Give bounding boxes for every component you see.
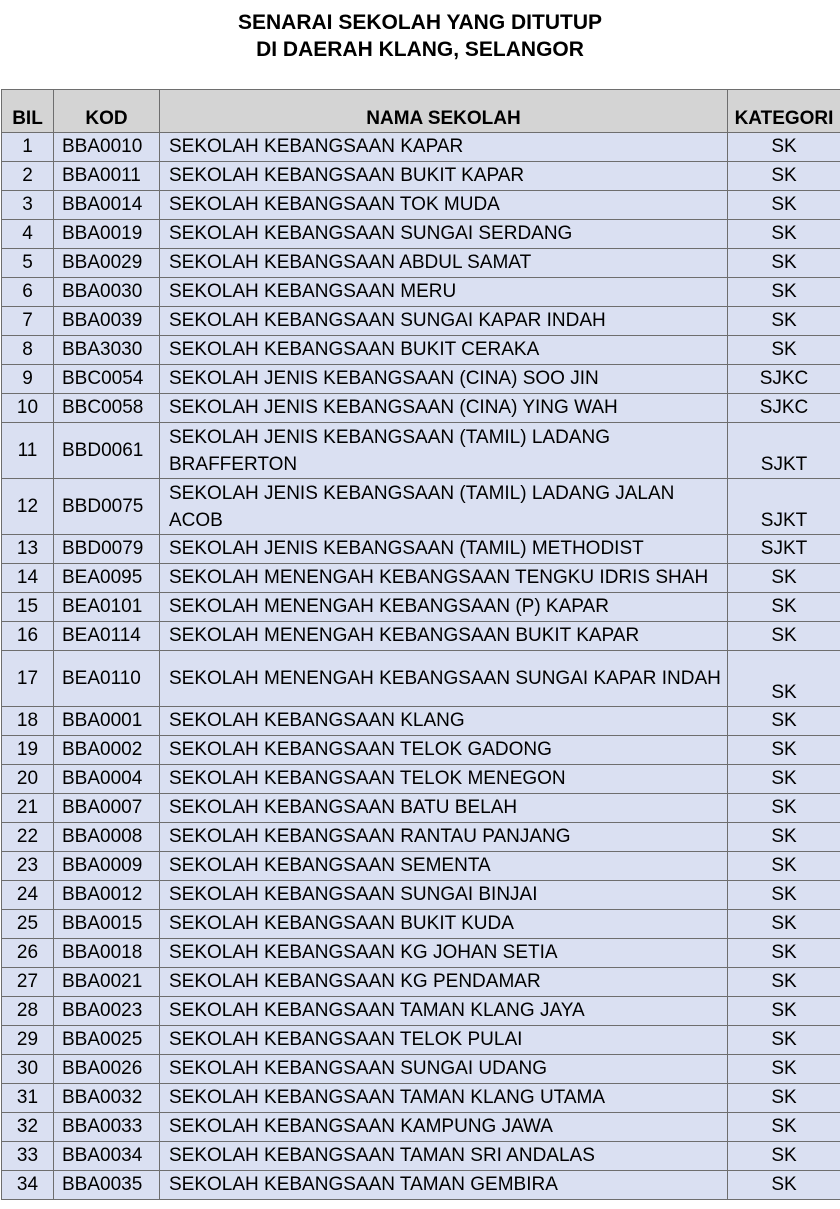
- cell-bil: 27: [2, 968, 54, 997]
- table-row: [2, 535, 840, 564]
- table-row: [2, 968, 840, 997]
- cell-kod: BBA0002: [54, 736, 160, 765]
- cell-kategori: SJKC: [728, 394, 840, 423]
- header-bil: BIL: [2, 90, 54, 133]
- cell-kategori: SK: [728, 997, 840, 1026]
- cell-nama-sekolah: SEKOLAH JENIS KEBANGSAAN (CINA) SOO JIN: [160, 365, 728, 394]
- table-row: [2, 162, 840, 191]
- table-row: [2, 1026, 840, 1055]
- cell-bil: 17: [2, 651, 54, 707]
- table-row: [2, 881, 840, 910]
- cell-kategori: SK: [728, 765, 840, 794]
- cell-nama-sekolah: SEKOLAH KEBANGSAAN TELOK GADONG: [160, 736, 728, 765]
- cell-kod: BBD0079: [54, 535, 160, 564]
- cell-bil: 31: [2, 1084, 54, 1113]
- cell-kod: BEA0101: [54, 593, 160, 622]
- title-line-1: SENARAI SEKOLAH YANG DITUTUP: [237, 11, 603, 34]
- title-line-2: DI DAERAH KLANG, SELANGOR: [256, 38, 584, 61]
- cell-kategori: SK: [728, 191, 840, 220]
- cell-bil: 23: [2, 852, 54, 881]
- page-title: [0, 0, 840, 80]
- cell-kategori: SK: [728, 593, 840, 622]
- table-row: [2, 191, 840, 220]
- cell-kod: BBD0061: [54, 423, 160, 479]
- cell-bil: 25: [2, 910, 54, 939]
- cell-kod: BEA0095: [54, 564, 160, 593]
- cell-kod: BBA0019: [54, 220, 160, 249]
- cell-bil: 13: [2, 535, 54, 564]
- table-row: [2, 593, 840, 622]
- cell-nama-sekolah: SEKOLAH MENENGAH KEBANGSAAN SUNGAI KAPAR INDAH: [160, 651, 728, 707]
- cell-nama-sekolah: SEKOLAH KEBANGSAAN TAMAN GEMBIRA: [160, 1171, 728, 1200]
- school-table: [1, 89, 840, 1200]
- table-row: [2, 1084, 840, 1113]
- cell-kategori: SJKT: [728, 423, 840, 479]
- cell-kod: BBA0012: [54, 881, 160, 910]
- cell-kategori: SK: [728, 707, 840, 736]
- cell-nama-sekolah: SEKOLAH KEBANGSAAN TAMAN SRI ANDALAS: [160, 1142, 728, 1171]
- cell-nama-sekolah: SEKOLAH KEBANGSAAN MERU: [160, 278, 728, 307]
- table-row: [2, 794, 840, 823]
- cell-bil: 1: [2, 133, 54, 162]
- table-row: [2, 939, 840, 968]
- cell-kategori: SK: [728, 1142, 840, 1171]
- cell-nama-sekolah: SEKOLAH KEBANGSAAN TAMAN KLANG JAYA: [160, 997, 728, 1026]
- header-nama-sekolah: NAMA SEKOLAH: [160, 90, 728, 133]
- cell-kod: BBA0033: [54, 1113, 160, 1142]
- cell-kategori: SK: [728, 852, 840, 881]
- cell-kod: BBC0054: [54, 365, 160, 394]
- cell-bil: 7: [2, 307, 54, 336]
- table-row: [2, 910, 840, 939]
- cell-kod: BBA0029: [54, 249, 160, 278]
- cell-kod: BBA0032: [54, 1084, 160, 1113]
- cell-kategori: SK: [728, 249, 840, 278]
- cell-bil: 15: [2, 593, 54, 622]
- cell-kod: BBA0018: [54, 939, 160, 968]
- table-row: [2, 278, 840, 307]
- cell-bil: 33: [2, 1142, 54, 1171]
- cell-kategori: SK: [728, 336, 840, 365]
- table-row: [2, 479, 840, 535]
- cell-nama-sekolah: SEKOLAH KEBANGSAAN BUKIT KUDA: [160, 910, 728, 939]
- cell-kod: BBA0035: [54, 1171, 160, 1200]
- cell-kod: BBA0026: [54, 1055, 160, 1084]
- cell-nama-sekolah: SEKOLAH KEBANGSAAN RANTAU PANJANG: [160, 823, 728, 852]
- cell-nama-sekolah: SEKOLAH KEBANGSAAN TAMAN KLANG UTAMA: [160, 1084, 728, 1113]
- cell-nama-sekolah: SEKOLAH KEBANGSAAN SUNGAI SERDANG: [160, 220, 728, 249]
- table-row: [2, 564, 840, 593]
- table-row: [2, 394, 840, 423]
- cell-kod: BBA0023: [54, 997, 160, 1026]
- cell-kod: BBA3030: [54, 336, 160, 365]
- cell-bil: 11: [2, 423, 54, 479]
- cell-kod: BEA0114: [54, 622, 160, 651]
- table-row: [2, 1055, 840, 1084]
- cell-bil: 3: [2, 191, 54, 220]
- cell-nama-sekolah: SEKOLAH MENENGAH KEBANGSAAN BUKIT KAPAR: [160, 622, 728, 651]
- table-row: [2, 423, 840, 479]
- cell-nama-sekolah: SEKOLAH KEBANGSAAN TELOK PULAI: [160, 1026, 728, 1055]
- header-kod: KOD: [54, 90, 160, 133]
- table-row: [2, 622, 840, 651]
- cell-nama-sekolah: SEKOLAH KEBANGSAAN TOK MUDA: [160, 191, 728, 220]
- cell-kategori: SK: [728, 823, 840, 852]
- cell-bil: 12: [2, 479, 54, 535]
- cell-kod: BBA0030: [54, 278, 160, 307]
- cell-kod: BBA0008: [54, 823, 160, 852]
- cell-bil: 16: [2, 622, 54, 651]
- table-row: [2, 1113, 840, 1142]
- cell-kategori: SJKC: [728, 365, 840, 394]
- cell-nama-sekolah: SEKOLAH KEBANGSAAN BUKIT CERAKA: [160, 336, 728, 365]
- cell-kategori: SK: [728, 736, 840, 765]
- cell-nama-sekolah: SEKOLAH JENIS KEBANGSAAN (CINA) YING WAH: [160, 394, 728, 423]
- cell-nama-sekolah: SEKOLAH KEBANGSAAN SUNGAI KAPAR INDAH: [160, 307, 728, 336]
- cell-bil: 18: [2, 707, 54, 736]
- table-row: [2, 765, 840, 794]
- table-row: [2, 707, 840, 736]
- cell-bil: 26: [2, 939, 54, 968]
- cell-kod: BBA0025: [54, 1026, 160, 1055]
- table-row: [2, 336, 840, 365]
- table-row: [2, 823, 840, 852]
- cell-kategori: SK: [728, 307, 840, 336]
- cell-nama-sekolah: SEKOLAH KEBANGSAAN KAPAR: [160, 133, 728, 162]
- cell-bil: 8: [2, 336, 54, 365]
- cell-bil: 5: [2, 249, 54, 278]
- cell-kategori: SK: [728, 968, 840, 997]
- cell-kod: BBA0011: [54, 162, 160, 191]
- cell-bil: 32: [2, 1113, 54, 1142]
- cell-nama-sekolah: SEKOLAH KEBANGSAAN ABDUL SAMAT: [160, 249, 728, 278]
- cell-kod: BBA0007: [54, 794, 160, 823]
- table-row: [2, 651, 840, 707]
- cell-nama-sekolah: SEKOLAH KEBANGSAAN BUKIT KAPAR: [160, 162, 728, 191]
- table-row: [2, 736, 840, 765]
- cell-kategori: SK: [728, 622, 840, 651]
- cell-bil: 24: [2, 881, 54, 910]
- cell-kategori: SJKT: [728, 479, 840, 535]
- cell-bil: 19: [2, 736, 54, 765]
- cell-kategori: SJKT: [728, 535, 840, 564]
- cell-kategori: SK: [728, 162, 840, 191]
- cell-kategori: SK: [728, 1055, 840, 1084]
- cell-kod: BBA0001: [54, 707, 160, 736]
- cell-kategori: SK: [728, 910, 840, 939]
- table-row: [2, 220, 840, 249]
- cell-kategori: SK: [728, 1084, 840, 1113]
- table-row: [2, 1142, 840, 1171]
- cell-nama-sekolah: SEKOLAH KEBANGSAAN TELOK MENEGON: [160, 765, 728, 794]
- table-row: [2, 365, 840, 394]
- cell-kod: BBA0010: [54, 133, 160, 162]
- table-row: [2, 249, 840, 278]
- cell-kategori: SK: [728, 278, 840, 307]
- cell-kod: BBD0075: [54, 479, 160, 535]
- cell-bil: 10: [2, 394, 54, 423]
- cell-kategori: SK: [728, 564, 840, 593]
- cell-nama-sekolah: SEKOLAH KEBANGSAAN KG PENDAMAR: [160, 968, 728, 997]
- cell-bil: 28: [2, 997, 54, 1026]
- table-row: [2, 307, 840, 336]
- table-row: [2, 133, 840, 162]
- cell-kod: BBA0015: [54, 910, 160, 939]
- cell-nama-sekolah: SEKOLAH JENIS KEBANGSAAN (TAMIL) LADANG JALAN ACOB: [160, 479, 728, 535]
- cell-kategori: SK: [728, 220, 840, 249]
- cell-bil: 30: [2, 1055, 54, 1084]
- cell-nama-sekolah: SEKOLAH KEBANGSAAN KLANG: [160, 707, 728, 736]
- cell-kategori: SK: [728, 794, 840, 823]
- cell-bil: 20: [2, 765, 54, 794]
- cell-kategori: SK: [728, 1113, 840, 1142]
- cell-nama-sekolah: SEKOLAH MENENGAH KEBANGSAAN (P) KAPAR: [160, 593, 728, 622]
- cell-kod: BBA0034: [54, 1142, 160, 1171]
- cell-kategori: SK: [728, 651, 840, 707]
- cell-nama-sekolah: SEKOLAH KEBANGSAAN KAMPUNG JAWA: [160, 1113, 728, 1142]
- table-row: [2, 852, 840, 881]
- cell-kategori: SK: [728, 939, 840, 968]
- cell-nama-sekolah: SEKOLAH KEBANGSAAN SUNGAI BINJAI: [160, 881, 728, 910]
- cell-kod: BBA0021: [54, 968, 160, 997]
- cell-bil: 14: [2, 564, 54, 593]
- table-row: [2, 1171, 840, 1200]
- cell-bil: 6: [2, 278, 54, 307]
- cell-kod: BBA0009: [54, 852, 160, 881]
- cell-nama-sekolah: SEKOLAH JENIS KEBANGSAAN (TAMIL) LADANG BRAFFERTON: [160, 423, 728, 479]
- cell-kategori: SK: [728, 133, 840, 162]
- cell-bil: 21: [2, 794, 54, 823]
- cell-kategori: SK: [728, 881, 840, 910]
- cell-kod: BEA0110: [54, 651, 160, 707]
- cell-nama-sekolah: SEKOLAH JENIS KEBANGSAAN (TAMIL) METHODIST: [160, 535, 728, 564]
- header-kategori: KATEGORI: [728, 90, 840, 133]
- cell-kategori: SK: [728, 1171, 840, 1200]
- cell-nama-sekolah: SEKOLAH MENENGAH KEBANGSAAN TENGKU IDRIS SHAH: [160, 564, 728, 593]
- cell-nama-sekolah: SEKOLAH KEBANGSAAN SUNGAI UDANG: [160, 1055, 728, 1084]
- cell-bil: 2: [2, 162, 54, 191]
- cell-nama-sekolah: SEKOLAH KEBANGSAAN KG JOHAN SETIA: [160, 939, 728, 968]
- table-header-row: [2, 90, 840, 133]
- cell-kod: BBC0058: [54, 394, 160, 423]
- cell-nama-sekolah: SEKOLAH KEBANGSAAN BATU BELAH: [160, 794, 728, 823]
- cell-kategori: SK: [728, 1026, 840, 1055]
- cell-nama-sekolah: SEKOLAH KEBANGSAAN SEMENTA: [160, 852, 728, 881]
- cell-bil: 4: [2, 220, 54, 249]
- cell-kod: BBA0004: [54, 765, 160, 794]
- cell-bil: 29: [2, 1026, 54, 1055]
- cell-bil: 22: [2, 823, 54, 852]
- table-row: [2, 997, 840, 1026]
- cell-bil: 34: [2, 1171, 54, 1200]
- cell-kod: BBA0039: [54, 307, 160, 336]
- cell-bil: 9: [2, 365, 54, 394]
- cell-kod: BBA0014: [54, 191, 160, 220]
